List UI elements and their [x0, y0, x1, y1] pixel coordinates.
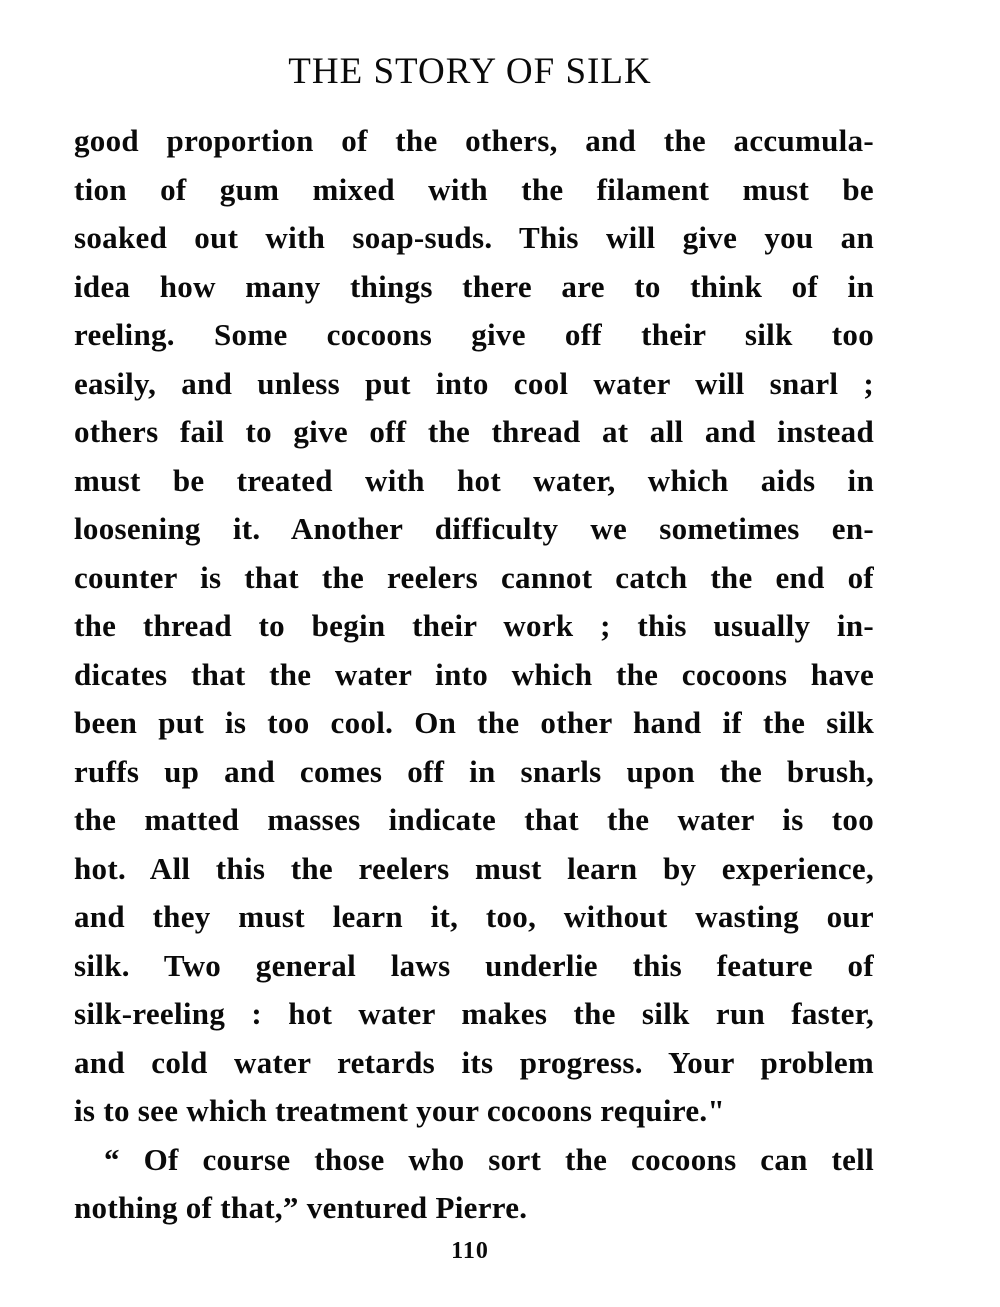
running-head: THE STORY OF SILK	[288, 51, 652, 92]
text-line: is to see which treatment your cocoons require."	[74, 1093, 725, 1128]
text-line: others fail to give off the thread at all and instead	[74, 414, 874, 449]
text-line: hot. All this the reelers must learn by experience,	[74, 850, 874, 886]
text-line: dicates that the water into which the cocoons have	[74, 656, 874, 692]
text-line: soaked out with soap-suds. This will give you an	[74, 220, 874, 255]
text-line: easily, and unless put into cool water will snarl ;	[74, 365, 874, 401]
text-line: tion of gum mixed with the filament must be	[74, 171, 874, 207]
text-line: “ Of course those who sort the cocoons can tell	[104, 1141, 874, 1177]
text-line: reeling. Some cocoons give off their silk too	[74, 317, 874, 352]
page-number: 110	[451, 1238, 489, 1264]
text-line: the matted masses indicate that the water is too	[74, 802, 874, 837]
text-line: idea how many things there are to think of in	[74, 268, 874, 304]
text-line: silk. Two general laws underlie this feature of	[74, 947, 874, 983]
text-line: ruffs up and comes off in snarls upon the brush,	[74, 753, 874, 789]
text-line: silk-reeling : hot water makes the silk run faster,	[74, 996, 874, 1031]
text-line: counter is that the reelers cannot catch the end of	[74, 559, 874, 595]
text-line: and cold water retards its progress. Your problem	[74, 1044, 874, 1080]
text-line: nothing of that,” ventured Pierre.	[74, 1190, 528, 1225]
text-line: and they must learn it, too, without wasting our	[74, 899, 874, 934]
body-text	[74, 117, 874, 1233]
text-line: loosening it. Another difficulty we sometimes en-	[74, 511, 874, 546]
text-line: the thread to begin their work ; this usually in-	[74, 608, 874, 643]
text-line: must be treated with hot water, which aids in	[74, 462, 874, 498]
text-line: good proportion of the others, and the accumula-	[74, 123, 874, 158]
text-line: been put is too cool. On the other hand if the silk	[74, 705, 874, 740]
